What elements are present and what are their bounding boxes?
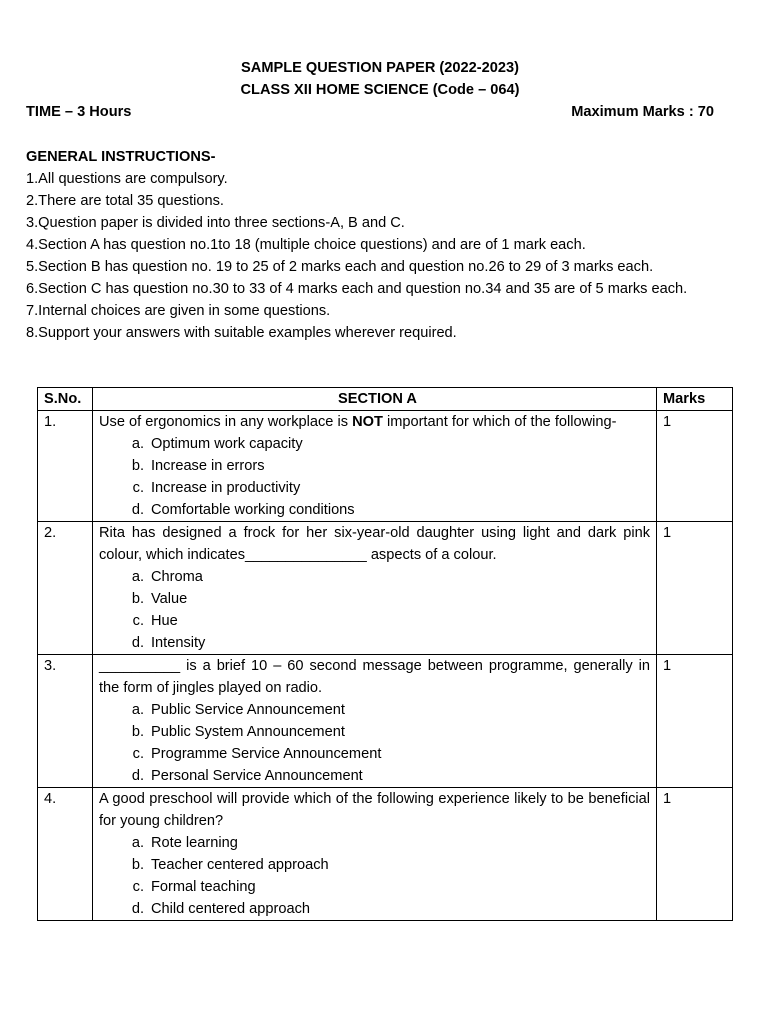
option-item: b. Increase in errors [131, 458, 265, 474]
question-text: A good preschool will provide which of the following experience likely to be beneficial for young children? [99, 791, 650, 829]
question-number: 4. [38, 788, 93, 921]
question-cell [93, 411, 657, 522]
option-item: d. Comfortable working conditions [131, 502, 355, 518]
max-marks-label: Maximum Marks : 70 [571, 104, 714, 120]
option-item: c. Hue [132, 613, 178, 629]
option-item: a. Public Service Announcement [131, 702, 345, 718]
option-item: c. Programme Service Announcement [132, 746, 382, 762]
questions-table [37, 387, 733, 921]
option-item: a. Optimum work capacity [131, 436, 303, 452]
options-list [99, 433, 656, 521]
question-number: 3. [38, 655, 93, 788]
option-item: d. Child centered approach [131, 901, 311, 917]
option-item: d. Personal Service Announcement [131, 768, 363, 784]
option-item: b. Value [131, 591, 188, 607]
instruction-item: 1.All questions are compulsory. [26, 171, 228, 187]
instruction-item: 6.Section C has question no.30 to 33 of 4 marks each and question no.34 and 35 are of 5 marks each. [26, 281, 688, 297]
question-text: Rita has designed a frock for her six-year-old daughter using light and dark pink colour, which indicates_______________ aspects of a colour. [99, 525, 650, 563]
option-item: b. Public System Announcement [131, 724, 345, 740]
option-item: b. Teacher centered approach [131, 857, 329, 873]
option-item: a. Chroma [131, 569, 203, 585]
question-cell [93, 522, 657, 655]
instruction-item: 5.Section B has question no. 19 to 25 of 2 marks each and question no.26 to 29 of 3 marks each. [26, 259, 654, 275]
time-label: TIME – 3 Hours [26, 104, 132, 120]
instruction-item: 8.Support your answers with suitable examples wherever required. [26, 325, 457, 341]
time-marks-row [26, 101, 714, 123]
table-header-row [38, 388, 733, 411]
question-number: 1. [38, 411, 93, 522]
table-row [38, 522, 733, 655]
question-marks: 1 [657, 411, 733, 522]
table-row [38, 655, 733, 788]
question-text: Use of ergonomics in any workplace is NOT important for which of the following- [99, 414, 617, 430]
question-cell [93, 788, 657, 921]
table-row [38, 788, 733, 921]
paper-header [0, 57, 760, 101]
column-header-section: SECTION A [93, 388, 657, 411]
general-instructions [26, 146, 736, 344]
option-item: c. Increase in productivity [132, 480, 301, 496]
question-text: __________ is a brief 10 – 60 second message between programme, generally in the form of jingles played on radio. [99, 658, 650, 696]
options-list [99, 699, 656, 787]
instruction-item: 3.Question paper is divided into three sections-A, B and C. [26, 215, 405, 231]
instruction-item: 4.Section A has question no.1to 18 (multiple choice questions) and are of 1 mark each. [26, 237, 586, 253]
instructions-heading: GENERAL INSTRUCTIONS- [26, 149, 216, 165]
paper-title: SAMPLE QUESTION PAPER (2022-2023) [241, 60, 519, 76]
options-list [99, 832, 656, 920]
question-number: 2. [38, 522, 93, 655]
option-item: c. Formal teaching [132, 879, 256, 895]
question-cell [93, 655, 657, 788]
options-list [99, 566, 656, 654]
instruction-item: 7.Internal choices are given in some questions. [26, 303, 331, 319]
instruction-item: 2.There are total 35 questions. [26, 193, 224, 209]
paper-subtitle: CLASS XII HOME SCIENCE (Code – 064) [240, 82, 520, 98]
question-marks: 1 [657, 788, 733, 921]
emphasis-not: NOT [352, 414, 383, 430]
column-header-sno: S.No. [38, 388, 93, 411]
option-item: d. Intensity [131, 635, 206, 651]
question-marks: 1 [657, 655, 733, 788]
option-item: a. Rote learning [131, 835, 238, 851]
question-marks: 1 [657, 522, 733, 655]
table-row [38, 411, 733, 522]
column-header-marks: Marks [657, 388, 733, 411]
